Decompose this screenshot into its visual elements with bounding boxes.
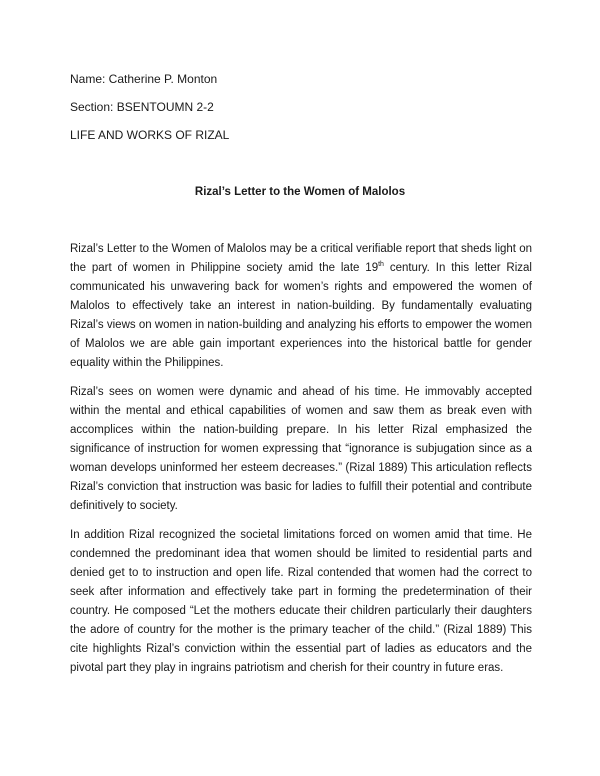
- paragraph-1-text-end: century. In this letter Rizal communicated his unwavering back for women’s rights and empowered the women of Malolos to effectively take an interest in nation-building. By fundamentally evaluating Rizal’s views on women in nation-building and analyzing his efforts to empower the women of Malolos we are able gain important experiences into the historical battle for gender equality within the Philippines.: [70, 262, 532, 369]
- student-section: Section: BSENTOUMN 2-2: [70, 100, 214, 114]
- paragraph-3: In addition Rizal recognized the societal limitations forced on women amid that time. He condemned the predominant idea that women should be limited to residential parts and denied get to to instruction and open life. Rizal contended that women had the correct to seek after information and effectively take part in forming the predetermination of their country. He composed “Let the mothers educate their children particularly their daughters the adore of country for the mother is the primary teacher of the child.” (Rizal 1889) This cite highlights Rizal’s conviction within the essential part of ladies as educators and the pivotal part they play in ingrains patriotism and cherish for their country in future eras.: [70, 529, 532, 674]
- paragraph-1-text-start: Rizal’s Letter to the Women of Malolos may be a critical verifiable report that sheds light on the part of women in Philippine society amid the late 19: [70, 243, 532, 274]
- student-name: Name: Catherine P. Monton: [70, 72, 218, 86]
- ordinal-suffix: th: [378, 261, 384, 269]
- essay-title: Rizal’s Letter to the Women of Malolos: [194, 186, 406, 198]
- course-title: LIFE AND WORKS OF RIZAL: [70, 128, 230, 142]
- paragraph-1: [70, 240, 532, 373]
- paragraph-2: Rizal’s sees on women were dynamic and ahead of his time. He immovably accepted within the mental and ethical capabilities of women and saw them as break even with accomplices within the nation-building prepare. In his letter Rizal emphasized the significance of instruction for women expressing that “ignorance is subjugation since as a woman develops uninformed her esteem decreases.” (Rizal 1889) This articulation reflects Rizal’s conviction that instruction was basic for ladies to fulfill their potential and contribute definitively to society.: [70, 386, 532, 512]
- essay-body: [70, 240, 532, 688]
